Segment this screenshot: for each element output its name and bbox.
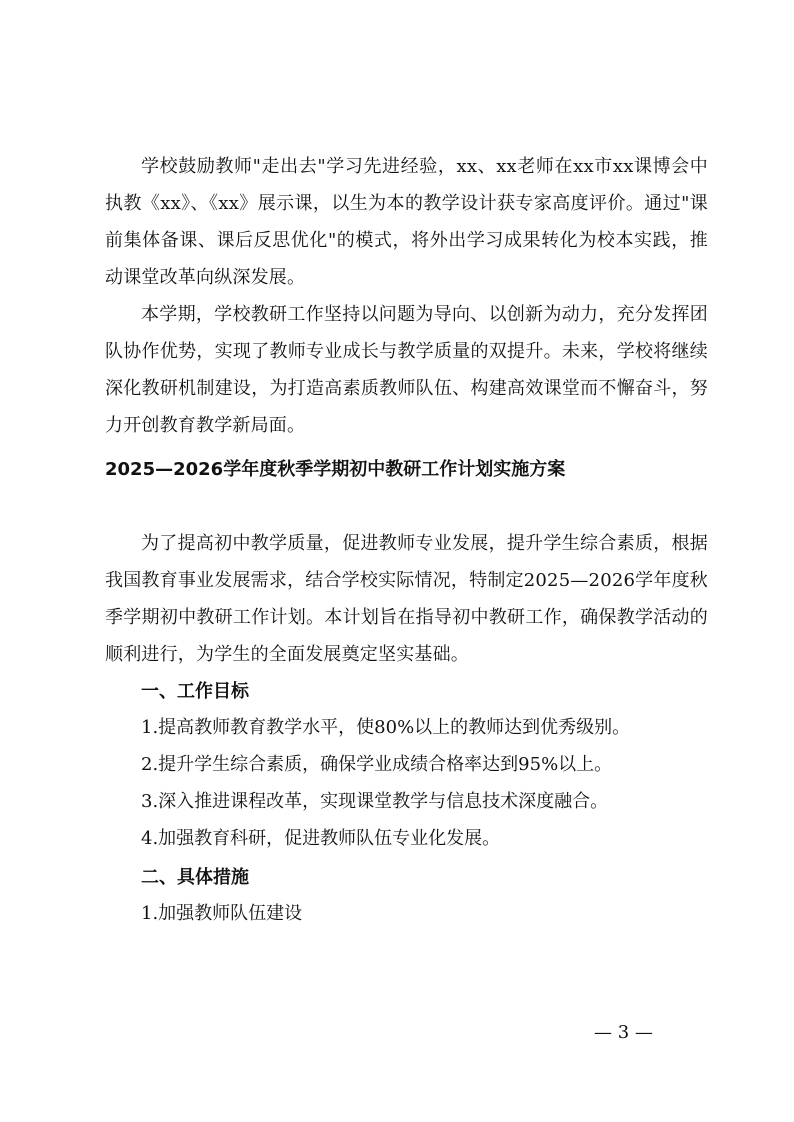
goal-item-2: 2.提升学生综合素质，确保学业成绩合格率达到95%以上。 <box>141 754 613 775</box>
paragraph-teacher-exchange: 学校鼓励教师"走出去"学习先进经验，xx、xx老师在xx市xx课博会中执教《xx》、《xx》展示课，以生为本的教学设计获专家高度评价。通过"课前集体备课、课后反思优化"的模式，将外出学习成果转化为校本实践，推动课堂改革向纵深发展。 <box>105 156 708 288</box>
goal-item-1: 1.提高教师教育教学水平，使80%以上的教师达到优秀级别。 <box>141 717 631 738</box>
paragraph-introduction: 为了提高初中教学质量，促进教师专业发展，提升学生综合素质，根据我国教育事业发展需求，结合学校实际情况，特制定2025—2026学年度秋季学期初中教研工作计划。本计划旨在指导初中教研工作，确保教学活动的顺利进行，为学生的全面发展奠定坚实基础。 <box>105 533 708 665</box>
page-number: — 3 — <box>594 1022 653 1043</box>
goal-item-4: 4.加强教育科研，促进教师队伍专业化发展。 <box>141 828 501 849</box>
section-heading-measures: 二、具体措施 <box>141 867 249 888</box>
document-title: 2025—2026学年度秋季学期初中教研工作计划实施方案 <box>105 459 566 480</box>
paragraph-semester-summary: 本学期，学校教研工作坚持以问题为导向、以创新为动力，充分发挥团队协作优势，实现了教师专业成长与教学质量的双提升。未来，学校将继续深化教研机制建设，为打造高素质教师队伍、构建高效课堂而不懈奋斗，努力开创教育教学新局面。 <box>105 304 708 436</box>
section-heading-goals: 一、工作目标 <box>141 681 249 702</box>
measure-item-1: 1.加强教师队伍建设 <box>141 903 303 924</box>
goal-item-3: 3.深入推进课程改革，实现课堂教学与信息技术深度融合。 <box>141 791 609 812</box>
